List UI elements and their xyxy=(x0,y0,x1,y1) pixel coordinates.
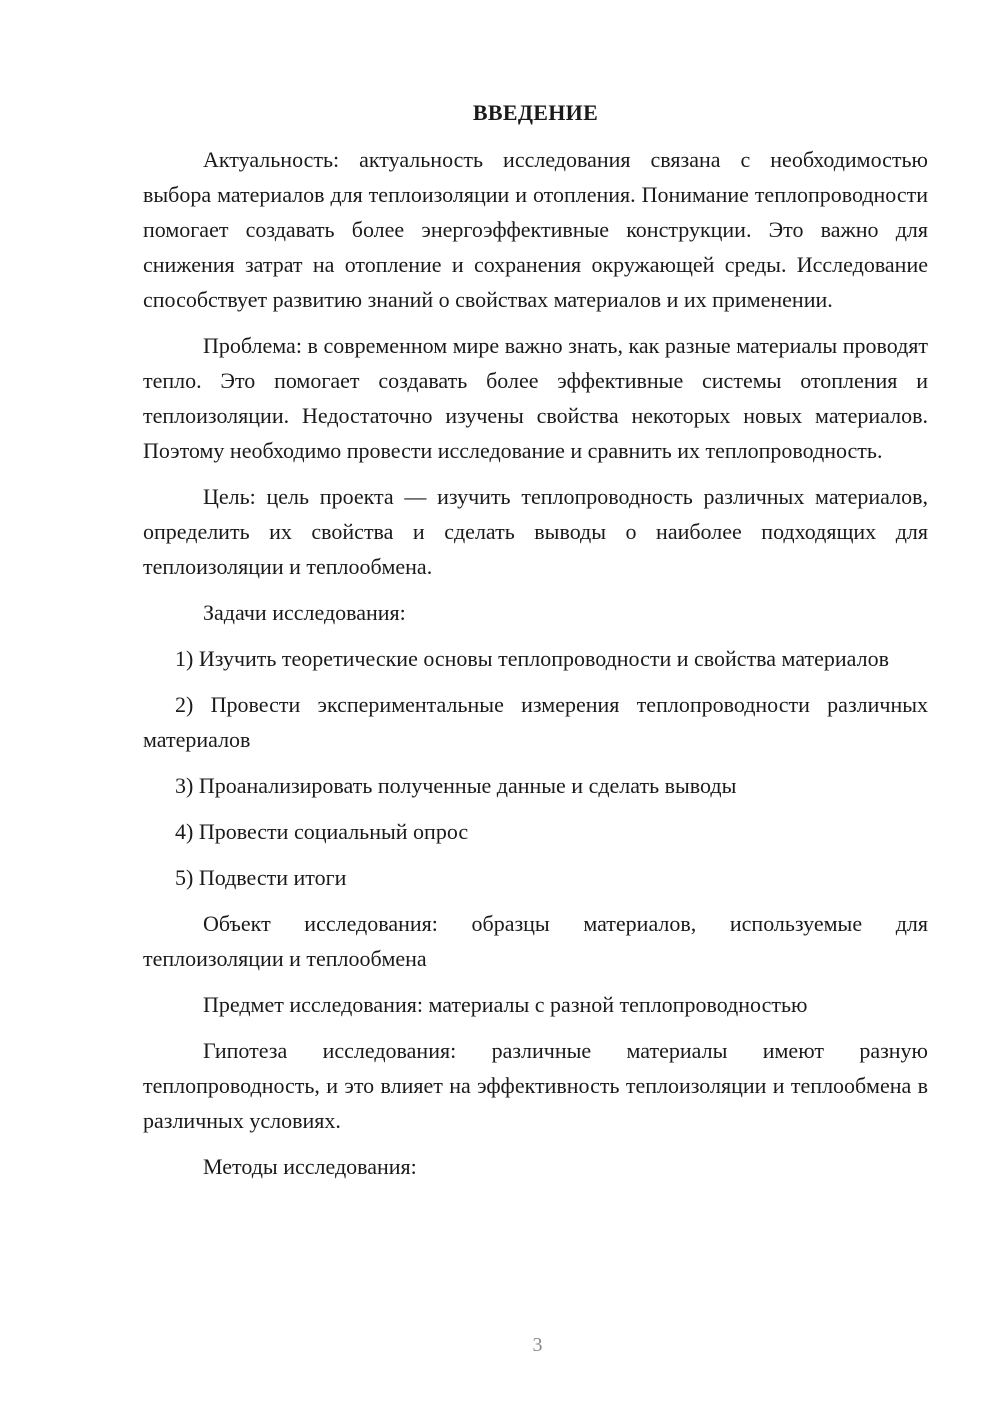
task-item-1: 1) Изучить теоретические основы теплопроводности и свойства материалов xyxy=(175,646,889,671)
task-item-5: 5) Подвести итоги xyxy=(175,865,347,890)
paragraph-hypothesis: Гипотеза исследования: различные материалы имеют разную теплопроводность, и это влияет на эффективность теплоизоляции и теплообмена в различных условиях. xyxy=(143,1038,928,1133)
task-item-4: 4) Провести социальный опрос xyxy=(175,819,469,844)
methods-heading: Методы исследования: xyxy=(203,1154,417,1179)
section-title: ВВЕДЕНИЕ xyxy=(472,100,599,125)
task-item-2: 2) Провести экспериментальные измерения теплопроводности различных материалов xyxy=(143,692,928,752)
paragraph-problem: Проблема: в современном мире важно знать, как разные материалы проводят тепло. Это помогает создавать более эффективные системы отопления и теплоизоляции. Недостаточно изучены свойства некоторых новых материалов. Поэтому необходимо провести исследование и сравнить их теплопроводность. xyxy=(143,333,928,463)
tasks-heading: Задачи исследования: xyxy=(203,600,406,625)
task-item-3: 3) Проанализировать полученные данные и сделать выводы xyxy=(175,773,737,798)
paragraph-object: Объект исследования: образцы материалов, используемые для теплоизоляции и теплообмена xyxy=(143,911,928,971)
document-page xyxy=(143,95,928,1195)
paragraph-goal: Цель: цель проекта — изучить теплопроводность различных материалов, определить их свойства и сделать выводы о наиболее подходящих для теплоизоляции и теплообмена. xyxy=(143,484,928,579)
paragraph-relevance: Актуальность: актуальность исследования связана с необходимостью выбора материалов для теплоизоляции и отопления. Понимание теплопроводности помогает создавать более энергоэффективные конструкции. Это важно для снижения затрат на отопление и сохранения окружающей среды. Исследование способствует развитию знаний о свойствах материалов и их применении. xyxy=(143,147,928,312)
paragraph-subject: Предмет исследования: материалы с разной теплопроводностью xyxy=(203,992,808,1017)
page-number: 3 xyxy=(532,1334,543,1356)
